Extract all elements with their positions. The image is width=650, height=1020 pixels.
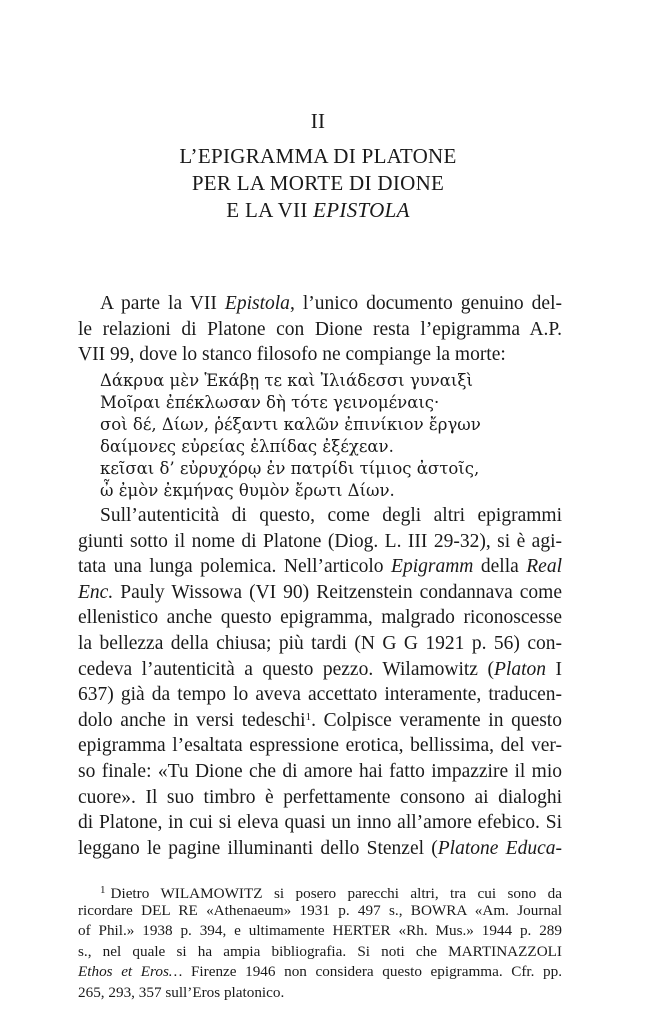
chapter-title-line-3: E LA VII EPISTOLA <box>226 198 410 222</box>
para2-line-1: Sull’autenticità di questo, come degli altri epigrammi <box>100 505 562 526</box>
footnote-line-6: 265, 293, 357 sull’Eros platonico. <box>78 983 285 1001</box>
para2-line-6: la bellezza della chiusa; più tardi (N G G 1921 p. 56) con- <box>78 633 562 654</box>
para2-line-7: cedeva l’autenticità a questo pezzo. Wilamowitz (Platon I <box>78 658 562 680</box>
chapter-title-line-2: PER LA MORTE DI DIONE <box>191 171 445 195</box>
para2-line-14: leggano le pagine illuminanti dello Stenzel (Platone Educa- <box>78 837 562 859</box>
greek-verse-5: κεῖσαι δ’ εὐρυχόρῳ ἐν πατρίδι τίμιος ἀστοῖς, <box>100 459 480 478</box>
footnote-line-3: of Phil.» 1938 p. 394, e ultimamente HERTER «Rh. Mus.» 1944 p. 289 <box>78 922 562 939</box>
para2-line-12: cuore». Il suo timbro è perfettamente consono ai dialoghi <box>78 786 562 808</box>
para2-line-3: tata una lunga polemica. Nell’articolo Epigramm della Real <box>78 556 562 578</box>
greek-verse-3: σοὶ δέ, Δίων, ῥέξαντι καλῶν ἐπινίκιον ἔργων <box>100 415 481 434</box>
footnote-marker: 1 <box>100 884 106 896</box>
greek-verse-1: Δάκρυα μὲν Ἑκάβῃ τε καὶ Ἰλιάδεσσι γυναιξὶ <box>100 371 473 390</box>
footnote-line-4: s., nel quale si ha ampia bibliografia. Si noti che MARTINAZZOLI <box>78 942 562 960</box>
greek-verse-4: δαίμονες εὐρείας ἐλπίδας ἐξέχεαν. <box>100 437 394 456</box>
para1-line-3: VII 99, dove lo stanco filosofo ne compiange la morte: <box>78 344 506 366</box>
para2-line-2: giunti sotto il nome di Platone (Diog. L. III 29-32), si è agi- <box>78 530 562 552</box>
para1-line-2: le relazioni di Platone con Dione resta l’epigramma A.P. <box>78 318 562 340</box>
para2-line-8: 637) già da tempo lo aveva accettato interamente, traducen- <box>78 684 562 706</box>
para1-line-1: A parte la VII Epistola, l’unico documento genuino del- <box>100 293 562 314</box>
chapter-title-line-1: L’EPIGRAMMA DI PLATONE <box>179 144 457 168</box>
para2-line-13: di Platone, in cui si eleva quasi un inno all’amore efebico. Si <box>78 812 562 834</box>
footnote-line-5: Ethos et Eros… Firenze 1946 non considera questo epigramma. Cfr. pp. <box>78 963 563 980</box>
greek-verse-6: ὦ ἐμὸν ἐκμήνας θυμὸν ἔρωτι Δίων. <box>100 481 395 500</box>
para2-line-10: epigramma l’esaltata espressione erotica, bellissima, del ver- <box>78 735 562 757</box>
para2-line-9: dolo anche in versi tedeschi$^1$. Colpisce veramente in questo <box>78 709 562 731</box>
para2-line-4: Enc. Pauly Wissowa (VI 90) Reitzenstein condannava come <box>78 581 562 603</box>
footnote-line-2: ricordare DEL RE «Athenaeum» 1931 p. 497 s., BOWRA «Am. Journal <box>78 901 562 919</box>
para2-line-5: ellenistico anche questo epigramma, malgrado riconoscesse <box>78 607 562 629</box>
chapter-number: II <box>310 109 326 133</box>
para2-line-11: so finale: «Tu Dione che di amore hai fatto impazzire il mio <box>78 761 562 782</box>
greek-verse-2: Μοῖραι ἐπέκλωσαν δὴ τότε γεινομέναις· <box>100 393 440 412</box>
footnote-reference: 1 <box>305 710 312 723</box>
footnote-line-1: $^1$ Dietro WILAMOWITZ si posero parecchi altri, tra cui sono da <box>100 884 562 902</box>
